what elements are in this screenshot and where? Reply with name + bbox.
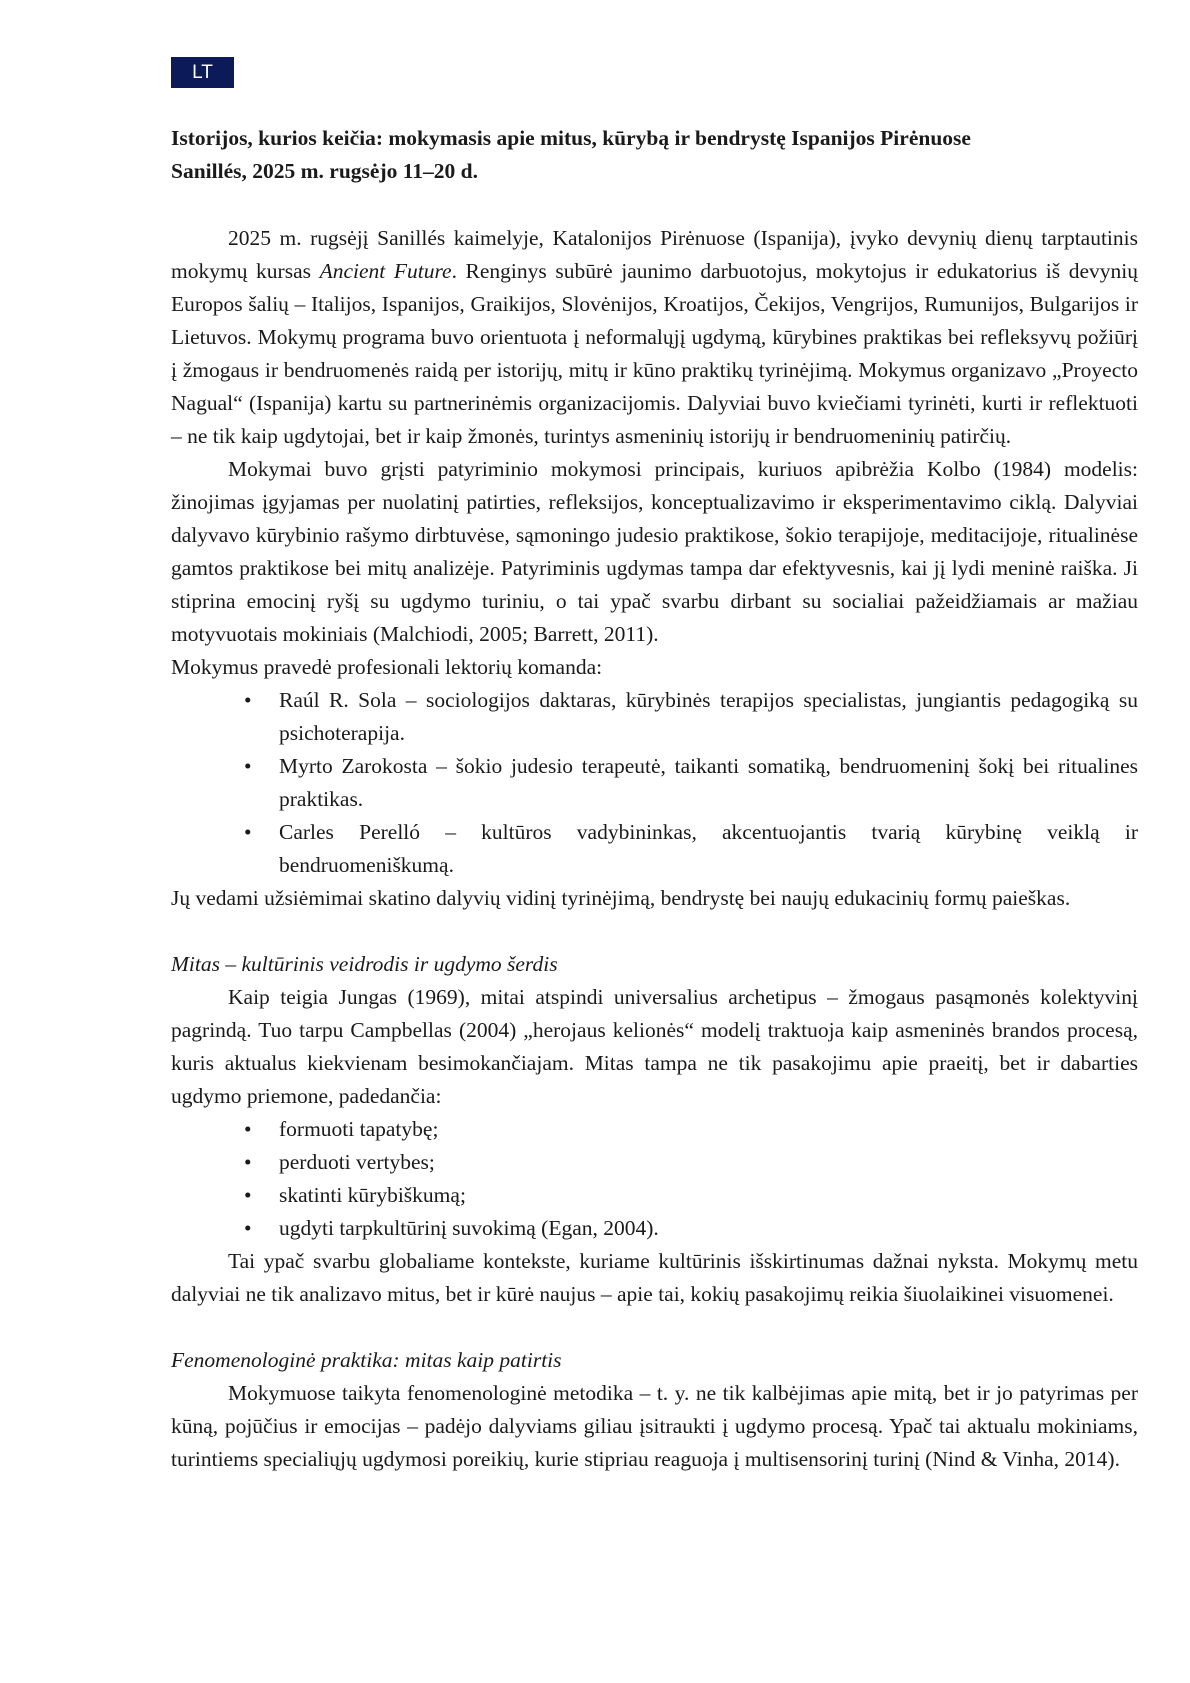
spacer xyxy=(171,1311,1138,1344)
methodology-paragraph: Mokymai buvo grįsti patyriminio mokymosi principais, kuriuos apibrėžia Kolbo (1984) modelis: žinojimas įgyjamas per nuolatinį patirties, refleksijos, konceptualizavimo ir eksperimentavimo ciklą. Dalyviai dalyvavo kūrybinio rašymo dirbtuvėse, sąmoningo judesio praktikose, šokio terapijoje, meditacijoje, ritualinėse gamtos praktikose bei mitų analizėje. Patyriminis ugdymas tampa dar efektyvesnis, kai jį lydi meninė raiška. Ji stiprina emocinį ryšį su ugdymo turiniu, o tai ypač svarbu dirbant su socialiai pažeidžiamais ar mažiau motyvuotais mokiniais (Malchiodi, 2005; Barrett, 2011). xyxy=(171,457,1138,646)
phenomenology-paragraph: Mokymuose taikyta fenomenologinė metodika – t. y. ne tik kalbėjimas apie mitą, bet ir jo patyrimas per kūną, pojūčius ir emocijas – padėjo dalyviams giliau įsitraukti į ugdymo procesą. Ypač tai aktualu mokiniams, turintiems specialiųjų ugdymosi poreikių, kurie stipriau reaguoja į multisensorinį turinį (Nind & Vinha, 2014). xyxy=(171,1381,1138,1471)
article-title xyxy=(171,122,1138,188)
myth-paragraph: Kaip teigia Jungas (1969), mitai atspindi universalius archetipus – žmogaus pasąmonės kolektyvinį pagrindą. Tuo tarpu Campbellas (2004) „herojaus kelionės“ modelį traktuoja kaip asmeninės brandos procesą, kuris aktualus kiekvienam besimokančiajam. Mitas tampa ne tik pasakojimu apie praeitį, bet ir dabarties ugdymo priemone, padedančia: xyxy=(171,985,1138,1108)
list-text: perduoti vertybes; xyxy=(279,1150,435,1174)
trainer-text: Carles Perelló – kultūros vadybininkas, akcentuojantis tvarią kūrybinę veiklą ir bendruomeniškumą. xyxy=(279,820,1138,877)
bullet-icon: • xyxy=(244,688,252,712)
trainer-list xyxy=(171,684,1138,882)
intro-text-cont: . Renginys subūrė jaunimo darbuotojus, mokytojus ir edukatorius iš devynių Europos šalių – Italijos, Ispanijos, Graikijos, Slovėnijos, Kroatijos, Čekijos, Vengrijos, Rumunijos, Bulgarijos ir Lietuvos. Mokymų programa buvo orientuota į neformalųjį ugdymą, kūrybines praktikas bei refleksyvų požiūrį į žmogaus ir bendruomenės raidą per istorijų, mitų ir kūno praktikų tyrinėjimą. Mokymus organizavo „Proyecto Nagual“ (Ispanija) kartu su partnerinėmis organizacijomis. Dalyviai buvo kviečiami tyrinėti, kurti ir reflektuoti – ne tik kaip ugdytojai, bet ir kaip žmonės, turintys asmeninių istorijų ir bendruomeninių patirčių. xyxy=(171,259,1139,448)
myth-paragraph-2: Tai ypač svarbu globaliame kontekste, kuriame kultūrinis išskirtinumas dažnai nyksta. Mokymų metu dalyviai ne tik analizavo mitus, bet ir kūrė naujus – apie tai, kokių pasakojimų reikia šiuolaikinei visuomenei. xyxy=(171,1249,1138,1306)
title-line: Istorijos, kurios keičia: mokymasis apie mitus, kūrybą ir bendrystę Ispanijos Pirėnuose xyxy=(171,126,971,150)
list-item xyxy=(244,750,1138,816)
course-name: Ancient Future xyxy=(319,259,452,283)
bullet-icon: • xyxy=(244,1150,252,1174)
article-body xyxy=(171,222,1138,1476)
trainer-text: Raúl R. Sola – sociologijos daktaras, kūrybinės terapijos specialistas, jungiantis pedagogiką su psichoterapija. xyxy=(279,688,1138,745)
section-heading-phenomenology: Fenomenologinė praktika: mitas kaip patirtis xyxy=(171,1348,562,1372)
language-badge: LT xyxy=(171,57,234,88)
bullet-icon: • xyxy=(244,1183,252,1207)
list-text: skatinti kūrybiškumą; xyxy=(279,1183,466,1207)
intro-paragraph xyxy=(171,222,1138,453)
list-text: formuoti tapatybę; xyxy=(279,1117,439,1141)
list-text: ugdyti tarpkultūrinį suvokimą (Egan, 2004). xyxy=(279,1216,659,1240)
list-item xyxy=(244,684,1138,750)
list-item xyxy=(244,1179,1138,1212)
section-heading-myth: Mitas – kultūrinis veidrodis ir ugdymo šerdis xyxy=(171,952,558,976)
list-item xyxy=(244,1113,1138,1146)
bullet-icon: • xyxy=(244,1117,252,1141)
team-intro: Mokymus pravedė profesionali lektorių komanda: xyxy=(171,655,603,679)
myth-benefits-list xyxy=(171,1113,1138,1245)
team-outro: Jų vedami užsiėmimai skatino dalyvių vidinį tyrinėjimą, bendrystę bei naujų edukacinių formų paieškas. xyxy=(171,886,1071,910)
bullet-icon: • xyxy=(244,754,252,778)
subtitle-date-line: Sanillés, 2025 m. rugsėjo 11–20 d. xyxy=(171,159,478,183)
list-item xyxy=(244,1146,1138,1179)
bullet-icon: • xyxy=(244,820,252,844)
spacer xyxy=(171,915,1138,948)
trainer-text: Myrto Zarokosta – šokio judesio terapeutė, taikanti somatiką, bendruomeninį šokį bei ritualines praktikas. xyxy=(279,754,1138,811)
list-item xyxy=(244,816,1138,882)
bullet-icon: • xyxy=(244,1216,252,1240)
list-item xyxy=(244,1212,1138,1245)
intro-text: 2025 m. rugsėjį Sanillés kaimelyje, Katalonijos Pirėnuose (Ispanija), įvyko devynių dienų tarptautinis mokymų kursas xyxy=(171,226,1138,283)
